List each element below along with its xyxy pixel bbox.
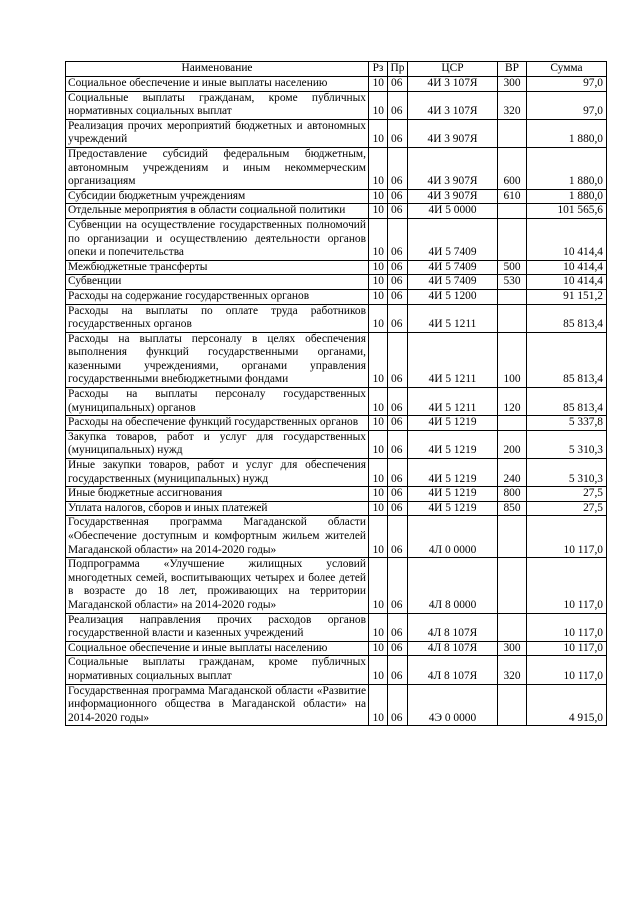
cell-rz: 10: [369, 77, 388, 92]
cell-name: Субвенции: [66, 275, 369, 290]
table-row: [66, 147, 607, 189]
table-row: [66, 516, 607, 558]
cell-name: Расходы на содержание государственных органов: [66, 289, 369, 304]
cell-csr: 4И 5 1219: [408, 459, 498, 487]
cell-name: Государственная программа Магаданской области «Обеспечение доступным и комфортным жильем жителей Магаданской области» на 2014-2020 годы»: [66, 516, 369, 558]
cell-rz: 10: [369, 388, 388, 416]
cell-name: Социальное обеспечение и иные выплаты населению: [66, 77, 369, 92]
cell-name: Расходы на обеспечение функций государственных органов: [66, 416, 369, 431]
table-row: [66, 656, 607, 684]
cell-vr: 240: [498, 459, 527, 487]
cell-name: Социальное обеспечение и иные выплаты населению: [66, 641, 369, 656]
cell-rz: 10: [369, 119, 388, 147]
cell-name: Реализация направления прочих расходов органов государственной власти и казенных учреждений: [66, 613, 369, 641]
cell-sum: 10 117,0: [527, 656, 607, 684]
cell-pr: 06: [388, 275, 408, 290]
cell-sum: 85 813,4: [527, 388, 607, 416]
cell-vr: 850: [498, 501, 527, 516]
cell-sum: 1 880,0: [527, 147, 607, 189]
cell-csr: 4И 3 907Я: [408, 119, 498, 147]
cell-pr: 06: [388, 516, 408, 558]
cell-pr: 06: [388, 147, 408, 189]
cell-sum: 85 813,4: [527, 304, 607, 332]
cell-csr: 4И 5 7409: [408, 260, 498, 275]
cell-vr: 320: [498, 656, 527, 684]
cell-rz: 10: [369, 684, 388, 726]
cell-csr: 4И 5 1211: [408, 388, 498, 416]
cell-vr: [498, 304, 527, 332]
table-header: [66, 62, 607, 77]
cell-vr: 610: [498, 189, 527, 204]
table-row: [66, 189, 607, 204]
header-name: Наименование: [66, 62, 369, 77]
table-row: [66, 641, 607, 656]
cell-vr: 800: [498, 487, 527, 502]
cell-pr: 06: [388, 501, 408, 516]
cell-csr: 4И 5 1211: [408, 332, 498, 387]
cell-sum: 10 414,4: [527, 275, 607, 290]
cell-vr: [498, 684, 527, 726]
cell-sum: 10 414,4: [527, 218, 607, 260]
cell-sum: 97,0: [527, 77, 607, 92]
cell-rz: 10: [369, 613, 388, 641]
cell-vr: [498, 204, 527, 219]
cell-rz: 10: [369, 487, 388, 502]
cell-vr: 300: [498, 641, 527, 656]
header-vr: ВР: [498, 62, 527, 77]
cell-sum: 10 414,4: [527, 260, 607, 275]
cell-csr: 4И 3 107Я: [408, 91, 498, 119]
cell-vr: [498, 416, 527, 431]
cell-name: Государственная программа Магаданской области «Развитие информационного общества в Магаданской области» на 2014-2020 годы»: [66, 684, 369, 726]
cell-rz: 10: [369, 459, 388, 487]
cell-vr: 530: [498, 275, 527, 290]
cell-sum: 91 151,2: [527, 289, 607, 304]
cell-name: Субвенции на осуществление государственных полномочий по организации и осуществлению деятельности органов опеки и попечительства: [66, 218, 369, 260]
table-row: [66, 218, 607, 260]
cell-rz: 10: [369, 147, 388, 189]
cell-csr: 4И 5 1219: [408, 430, 498, 458]
cell-rz: 10: [369, 204, 388, 219]
table-row: [66, 430, 607, 458]
cell-name: Иные закупки товаров, работ и услуг для обеспечения государственных (муниципальных) нужд: [66, 459, 369, 487]
cell-pr: 06: [388, 304, 408, 332]
cell-pr: 06: [388, 332, 408, 387]
cell-pr: 06: [388, 487, 408, 502]
cell-sum: 10 117,0: [527, 516, 607, 558]
cell-pr: 06: [388, 641, 408, 656]
table-row: [66, 487, 607, 502]
cell-pr: 06: [388, 430, 408, 458]
cell-csr: 4И 5 7409: [408, 275, 498, 290]
cell-csr: 4И 5 1219: [408, 416, 498, 431]
table-row: [66, 558, 607, 613]
cell-rz: 10: [369, 656, 388, 684]
table-row: [66, 684, 607, 726]
cell-vr: [498, 558, 527, 613]
header-sum: Сумма: [527, 62, 607, 77]
cell-vr: [498, 613, 527, 641]
cell-rz: 10: [369, 641, 388, 656]
cell-name: Расходы на выплаты персоналу государственных (муниципальных) органов: [66, 388, 369, 416]
cell-vr: [498, 289, 527, 304]
table-row: [66, 459, 607, 487]
cell-sum: 5 310,3: [527, 430, 607, 458]
cell-name: Расходы на выплаты по оплате труда работников государственных органов: [66, 304, 369, 332]
table-row: [66, 416, 607, 431]
cell-sum: 5 310,3: [527, 459, 607, 487]
cell-name: Уплата налогов, сборов и иных платежей: [66, 501, 369, 516]
cell-rz: 10: [369, 332, 388, 387]
cell-pr: 06: [388, 218, 408, 260]
cell-csr: 4И 5 1219: [408, 487, 498, 502]
table-row: [66, 275, 607, 290]
cell-pr: 06: [388, 77, 408, 92]
cell-name: Закупка товаров, работ и услуг для государственных (муниципальных) нужд: [66, 430, 369, 458]
cell-name: Социальные выплаты гражданам, кроме публичных нормативных социальных выплат: [66, 91, 369, 119]
cell-rz: 10: [369, 304, 388, 332]
cell-csr: 4И 5 1211: [408, 304, 498, 332]
cell-name: Иные бюджетные ассигнования: [66, 487, 369, 502]
table-row: [66, 260, 607, 275]
table-row: [66, 613, 607, 641]
header-rz: Рз: [369, 62, 388, 77]
cell-vr: 200: [498, 430, 527, 458]
cell-sum: 1 880,0: [527, 119, 607, 147]
cell-rz: 10: [369, 218, 388, 260]
cell-vr: 100: [498, 332, 527, 387]
cell-rz: 10: [369, 91, 388, 119]
cell-name: Субсидии бюджетным учреждениям: [66, 189, 369, 204]
cell-pr: 06: [388, 91, 408, 119]
cell-csr: 4Э 0 0000: [408, 684, 498, 726]
cell-rz: 10: [369, 416, 388, 431]
header-row: [66, 62, 607, 77]
cell-pr: 06: [388, 388, 408, 416]
cell-pr: 06: [388, 204, 408, 219]
cell-name: Социальные выплаты гражданам, кроме публичных нормативных социальных выплат: [66, 656, 369, 684]
cell-csr: 4Л 8 0000: [408, 558, 498, 613]
cell-pr: 06: [388, 260, 408, 275]
cell-csr: 4Л 8 107Я: [408, 613, 498, 641]
cell-csr: 4Л 0 0000: [408, 516, 498, 558]
cell-name: Предоставление субсидий федеральным бюджетным, автономным учреждениям и иным некоммерческим организациям: [66, 147, 369, 189]
cell-pr: 06: [388, 684, 408, 726]
cell-vr: [498, 516, 527, 558]
cell-name: Отдельные мероприятия в области социальной политики: [66, 204, 369, 219]
cell-sum: 85 813,4: [527, 332, 607, 387]
header-pr: Пр: [388, 62, 408, 77]
cell-pr: 06: [388, 416, 408, 431]
cell-csr: 4И 3 907Я: [408, 189, 498, 204]
table-row: [66, 204, 607, 219]
cell-sum: 101 565,6: [527, 204, 607, 219]
cell-csr: 4И 5 7409: [408, 218, 498, 260]
table-row: [66, 119, 607, 147]
cell-name: Подпрограмма «Улучшение жилищных условий многодетных семей, воспитывающих четырех и более детей в возрасте до 18 лет, проживающих на территории Магаданской области» на 2014-2020 годы»: [66, 558, 369, 613]
cell-rz: 10: [369, 558, 388, 613]
cell-sum: 10 117,0: [527, 641, 607, 656]
cell-csr: 4И 3 907Я: [408, 147, 498, 189]
cell-vr: 600: [498, 147, 527, 189]
cell-rz: 10: [369, 260, 388, 275]
cell-sum: 10 117,0: [527, 558, 607, 613]
cell-pr: 06: [388, 459, 408, 487]
cell-pr: 06: [388, 656, 408, 684]
cell-rz: 10: [369, 275, 388, 290]
cell-vr: 120: [498, 388, 527, 416]
cell-csr: 4Л 8 107Я: [408, 656, 498, 684]
table-row: [66, 289, 607, 304]
cell-sum: 5 337,8: [527, 416, 607, 431]
cell-sum: 97,0: [527, 91, 607, 119]
cell-pr: 06: [388, 558, 408, 613]
cell-sum: 27,5: [527, 487, 607, 502]
cell-csr: 4И 3 107Я: [408, 77, 498, 92]
cell-csr: 4И 5 1200: [408, 289, 498, 304]
cell-pr: 06: [388, 119, 408, 147]
cell-rz: 10: [369, 430, 388, 458]
cell-rz: 10: [369, 189, 388, 204]
cell-sum: 10 117,0: [527, 613, 607, 641]
budget-table: [65, 61, 607, 726]
budget-document: [65, 61, 606, 726]
cell-rz: 10: [369, 289, 388, 304]
cell-sum: 27,5: [527, 501, 607, 516]
cell-pr: 06: [388, 289, 408, 304]
cell-rz: 10: [369, 516, 388, 558]
table-row: [66, 77, 607, 92]
cell-sum: 4 915,0: [527, 684, 607, 726]
table-row: [66, 332, 607, 387]
table-row: [66, 304, 607, 332]
table-body: [66, 77, 607, 726]
cell-name: Расходы на выплаты персоналу в целях обеспечения выполнения функций государственными органами, казенными учреждениями, органами управления государственными внебюджетными фондами: [66, 332, 369, 387]
cell-vr: 320: [498, 91, 527, 119]
cell-vr: 300: [498, 77, 527, 92]
table-row: [66, 501, 607, 516]
cell-vr: [498, 218, 527, 260]
cell-csr: 4И 5 1219: [408, 501, 498, 516]
table-row: [66, 388, 607, 416]
table-row: [66, 91, 607, 119]
cell-name: Реализация прочих мероприятий бюджетных и автономных учреждений: [66, 119, 369, 147]
cell-rz: 10: [369, 501, 388, 516]
header-csr: ЦСР: [408, 62, 498, 77]
cell-sum: 1 880,0: [527, 189, 607, 204]
cell-vr: [498, 119, 527, 147]
cell-csr: 4Л 8 107Я: [408, 641, 498, 656]
cell-csr: 4И 5 0000: [408, 204, 498, 219]
cell-vr: 500: [498, 260, 527, 275]
cell-pr: 06: [388, 613, 408, 641]
cell-pr: 06: [388, 189, 408, 204]
cell-name: Межбюджетные трансферты: [66, 260, 369, 275]
